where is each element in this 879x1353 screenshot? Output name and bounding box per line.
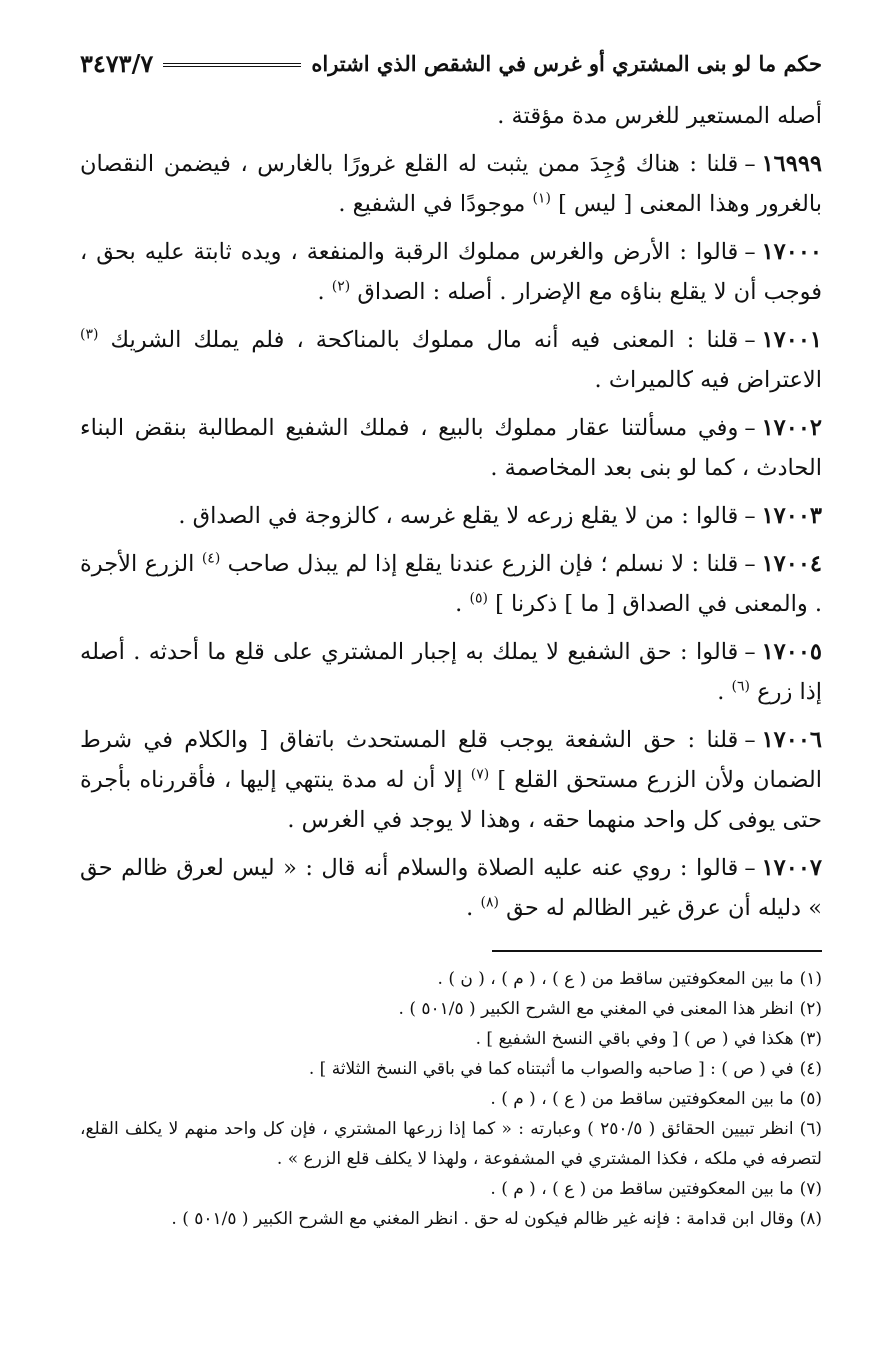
paragraph (80, 96, 822, 136)
paragraph-dash: – (744, 639, 756, 665)
paragraph-text: أصله المستعير للغرس مدة مؤقتة . (497, 103, 822, 129)
header-rule (163, 63, 301, 67)
footnote-reference: (٨) (480, 894, 499, 911)
paragraph-number: ١٧٠٠٤ (761, 551, 822, 577)
footnote-number: (٣) (799, 1029, 822, 1049)
paragraph-dash: – (744, 327, 756, 353)
footnote (80, 1204, 822, 1234)
paragraph-dash: – (744, 151, 756, 177)
footnote-reference: (٧) (470, 766, 490, 783)
paragraph-number: ١٦٩٩٩ (761, 151, 822, 177)
footnote-reference: (٤) (201, 550, 221, 567)
paragraph-dash: – (744, 415, 756, 441)
paragraph-text: الزرع الأجرة . والمعنى في الصداق [ ما ] ذكرنا ] (80, 551, 822, 617)
footnote-reference: (٥) (469, 590, 488, 607)
footnote (80, 994, 822, 1024)
running-header (80, 44, 822, 82)
footnote-reference: (٢) (331, 278, 351, 295)
paragraph (80, 544, 822, 624)
footnote-text: انظر تبيين الحقائق ( ٢٥٠/٥ ) وعبارته : « كما إذا زرعها المشتري ، فإن كل واحد منهم لا يكلف القلع، لتصرفه في ملكه ، فكذا المشتري في المشفوعة ، ولهذا لا يكلف قلع الزرع » . (80, 1119, 822, 1169)
paragraph (80, 408, 822, 488)
footnote-text: وقال ابن قدامة : فإنه غير ظالم فيكون له حق . انظر المغني مع الشرح الكبير ( ٥٠١/٥ ) . (171, 1209, 794, 1229)
footnote-text: في ( ص ) : [ صاحبه والصواب ما أثبتناه كما في باقي النسخ الثلاثة ] . (308, 1059, 794, 1079)
footnote (80, 964, 822, 994)
paragraph-dash: – (744, 503, 756, 529)
footnote (80, 1114, 822, 1174)
paragraph-number: ١٧٠٠٠ (761, 239, 822, 265)
body-text (80, 96, 822, 928)
paragraph-text: قلنا : هناك وُجِدَ ممن يثبت له القلع غرورًا بالغارس ، فيضمن النقصان بالغرور وهذا المعنى [ ليس ] (80, 151, 822, 217)
footnote-text: ما بين المعكوفتين ساقط من ( ع ) ، ( م ) . (490, 1179, 794, 1199)
paragraph-text: . (455, 591, 470, 617)
paragraph-text: موجودًا في الشفيع . (338, 191, 533, 217)
paragraph-text: . (466, 895, 481, 921)
paragraph-text: قالوا : حق الشفيع لا يملك به إجبار المشتري على قلع ما أحدثه . أصله إذا زرع (80, 639, 822, 705)
paragraph-text: إلا أن له مدة ينتهي إليها ، فأقررناه بأجرة حتى يوفى كل واحد منهما حقه ، وهذا لا يوجد في الغرس . (80, 767, 822, 833)
paragraph-dash: – (744, 551, 756, 577)
paragraph-text: . (317, 279, 332, 305)
footnote-text: انظر هذا المعنى في المغني مع الشرح الكبير ( ٥٠١/٥ ) . (398, 999, 794, 1019)
paragraph (80, 848, 822, 928)
paragraph (80, 320, 822, 400)
footnote-text: ما بين المعكوفتين ساقط من ( ع ) ، ( م ) . (490, 1089, 794, 1109)
paragraph-number: ١٧٠٠٣ (761, 503, 822, 529)
paragraph-number: ١٧٠٠٥ (761, 639, 822, 665)
footnote-separator (492, 950, 822, 952)
footnote (80, 1024, 822, 1054)
footnote-number: (٨) (799, 1209, 822, 1229)
footnote-number: (٧) (799, 1179, 822, 1199)
page-number: ٣٤٧٣/٧ (80, 48, 154, 78)
paragraph-text: قلنا : المعنى فيه أنه مال مملوك بالمناكحة ، فلم يملك الشريك (98, 327, 739, 353)
paragraph-dash: – (744, 727, 756, 753)
footnote (80, 1084, 822, 1114)
footnote-reference: (١) (532, 190, 551, 207)
paragraph-dash: – (744, 239, 756, 265)
footnote (80, 1054, 822, 1084)
paragraph-number: ١٧٠٠١ (761, 327, 822, 353)
footnote-reference: (٣) (80, 326, 99, 343)
footnote-reference: (٦) (731, 678, 751, 695)
footnote-text: هكذا في ( ص ) [ وفي باقي النسخ الشفيع ] . (475, 1029, 794, 1049)
footnote-number: (٦) (799, 1119, 822, 1139)
paragraph (80, 496, 822, 536)
paragraph-number: ١٧٠٠٦ (761, 727, 822, 753)
footnote-number: (١) (799, 969, 822, 989)
paragraph-dash: – (744, 855, 756, 881)
paragraph-text: الاعتراض فيه كالميراث . (594, 367, 822, 393)
footnote-text: ما بين المعكوفتين ساقط من ( ع ) ، ( م ) ، ( ن ) . (437, 969, 794, 989)
paragraph (80, 720, 822, 840)
footnote-number: (٤) (799, 1059, 822, 1079)
footnote-number: (٢) (799, 999, 822, 1019)
paragraph-text: وفي مسألتنا عقار مملوك بالبيع ، فملك الشفيع المطالبة بنقض البناء الحادث ، كما لو بنى بعد المخاصمة . (80, 415, 822, 481)
footnote (80, 1174, 822, 1204)
paragraph-number: ١٧٠٠٧ (761, 855, 822, 881)
paragraph (80, 232, 822, 312)
paragraph (80, 632, 822, 712)
paragraph (80, 144, 822, 224)
chapter-title: حكم ما لو بنى المشتري أو غرس في الشقص الذي اشتراه (311, 50, 822, 76)
paragraph-text: قالوا : من لا يقلع زرعه لا يقلع غرسه ، كالزوجة في الصداق . (178, 503, 739, 529)
paragraph-text: قلنا : حق الشفعة يوجب قلع المستحدث باتفاق [ والكلام في شرط الضمان ولأن الزرع مستحق القلع ] (80, 727, 822, 793)
paragraph-text: قالوا : روي عنه عليه الصلاة والسلام أنه قال : « ليس لعرق ظالم حق » دليله أن عرق غير الظالم له حق (80, 855, 822, 921)
paragraph-text: قلنا : لا نسلم ؛ فإن الزرع عندنا يقلع إذا لم يبذل صاحب (220, 551, 739, 577)
paragraph-text: قالوا : الأرض والغرس مملوك الرقبة والمنفعة ، ويده ثابتة عليه بحق ، فوجب أن لا يقلع بناؤه مع الإضرار . أصله : الصداق (80, 239, 822, 305)
footnote-number: (٥) (799, 1089, 822, 1109)
footnotes (80, 964, 822, 1234)
document-page (80, 44, 822, 1234)
paragraph-text: . (717, 679, 732, 705)
paragraph-number: ١٧٠٠٢ (761, 415, 822, 441)
